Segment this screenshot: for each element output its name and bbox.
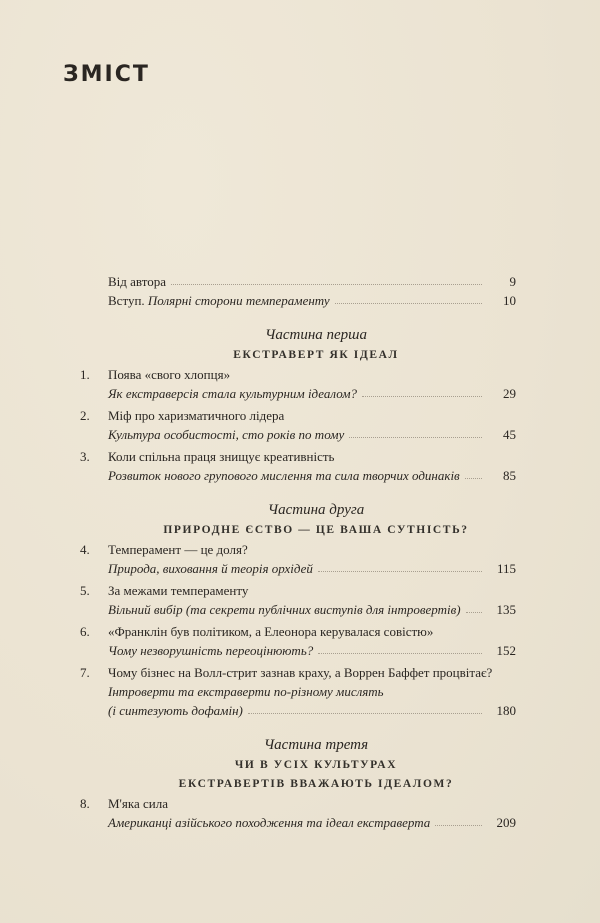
- dot-leader: [171, 284, 482, 285]
- page-number: 9: [509, 274, 516, 289]
- chapter-subtitle: Вільний вибір (та секрети публічних виступів для інтровертів): [108, 602, 461, 617]
- table-of-contents: [0, 272, 600, 835]
- page-number: 209: [496, 815, 516, 830]
- page-number: 180: [496, 703, 516, 718]
- page-number: 115: [496, 561, 516, 576]
- part-label: Частина третя: [263, 737, 369, 753]
- page-number: 10: [503, 293, 516, 308]
- page-number: 152: [496, 643, 516, 658]
- chapter-subtitle: Чому незворушність переоцінюють?: [108, 643, 314, 658]
- chapter-entry[interactable]: [0, 581, 600, 619]
- entry-title: Від автора: [108, 274, 167, 289]
- chapter-subtitle: Як екстраверсія стала культурним ідеалом?: [108, 386, 358, 401]
- chapter-entry[interactable]: [0, 540, 600, 578]
- chapter-title: За межами темпераменту: [108, 583, 249, 598]
- chapter-entry[interactable]: [0, 794, 600, 832]
- chapter-subtitle: (і синтезують дофамін): [108, 703, 243, 718]
- dot-leader: [349, 437, 482, 438]
- dot-leader: [362, 396, 482, 397]
- chapter-entry[interactable]: [0, 406, 600, 444]
- chapter-title: М'яка сила: [108, 796, 169, 811]
- chapter-title: Темперамент — це доля?: [108, 542, 248, 557]
- chapter-title: Коли спільна праця знищує креативність: [108, 449, 335, 464]
- page-number: 135: [496, 602, 516, 617]
- page-number: 29: [503, 386, 516, 401]
- chapter-subtitle: Американці азійського походження та ідеал екстраверта: [108, 815, 431, 830]
- chapter-entry[interactable]: [0, 447, 600, 485]
- page-number: 85: [503, 468, 516, 483]
- chapter-title: Міф про харизматичного лідера: [108, 408, 285, 423]
- chapter-entry[interactable]: [0, 622, 600, 660]
- entry-prefix: Вступ.: [108, 293, 145, 308]
- toc-entry-intro[interactable]: [0, 291, 600, 310]
- chapter-entry[interactable]: [0, 365, 600, 403]
- part-heading: ЕКСТРАВЕРТ ЯК ІДЕАЛ: [233, 349, 399, 361]
- chapter-subtitle: Культура особистості, сто років по тому: [108, 427, 345, 442]
- chapter-subtitle: Розвиток нового групового мислення та сила творчих одинаків: [108, 468, 460, 483]
- dot-leader: [318, 653, 482, 654]
- chapter-number: 8.: [80, 796, 90, 811]
- chapter-title: «Франклін був політиком, а Елеонора керувалася совістю»: [108, 624, 434, 639]
- dot-leader: [465, 478, 482, 479]
- chapter-subtitle: Інтроверти та екстраверти по-різному мислять: [108, 684, 384, 699]
- chapter-entry[interactable]: [0, 663, 600, 720]
- chapter-number: 2.: [80, 408, 90, 423]
- dot-leader: [435, 825, 482, 826]
- dot-leader: [248, 713, 482, 714]
- chapter-title: Поява «свого хлопця»: [108, 367, 231, 382]
- page-title: ЗМІСТ: [63, 62, 150, 87]
- toc-entry-author[interactable]: [0, 272, 600, 291]
- chapter-subtitle: Природа, виховання й теорія орхідей: [108, 561, 313, 576]
- chapter-number: 7.: [80, 665, 90, 680]
- chapter-number: 1.: [80, 367, 90, 382]
- entry-title: Полярні сторони темпераменту: [147, 293, 330, 308]
- chapter-number: 6.: [80, 624, 90, 639]
- part-label: Частина перша: [265, 327, 367, 343]
- part-heading: ЧИ В УСІХ КУЛЬТУРАХ: [234, 759, 398, 771]
- part-heading: ЕКСТРАВЕРТІВ ВВАЖАЮТЬ ІДЕАЛОМ?: [178, 778, 454, 790]
- chapter-number: 3.: [80, 449, 90, 464]
- page-number: 45: [503, 427, 516, 442]
- chapter-number: 5.: [80, 583, 90, 598]
- dot-leader: [318, 571, 482, 572]
- dot-leader: [466, 612, 482, 613]
- part-heading: ПРИРОДНЕ ЄСТВО — ЦЕ ВАША СУТНІСТЬ?: [163, 524, 469, 536]
- chapter-title: Чому бізнес на Волл-стрит зазнав краху, а Воррен Баффет процвітає?: [108, 665, 493, 680]
- chapter-number: 4.: [80, 542, 90, 557]
- dot-leader: [335, 303, 482, 304]
- part-label: Частина друга: [267, 502, 365, 518]
